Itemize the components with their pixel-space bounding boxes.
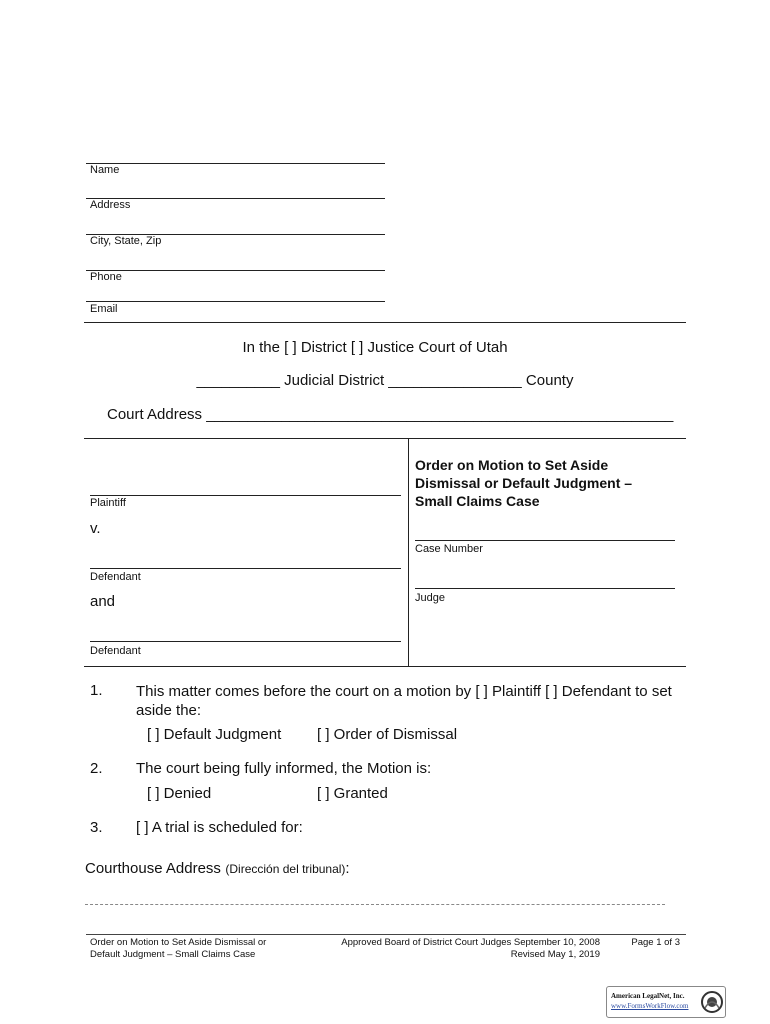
phone-label: Phone: [90, 271, 122, 283]
name-line[interactable]: [86, 163, 385, 164]
document-title: Order on Motion to Set Aside Dismissal or Default Judgment – Small Claims Case: [415, 457, 633, 509]
item-1-number: 1.: [90, 682, 103, 699]
caption-divider: [408, 438, 409, 666]
and-text: and: [90, 593, 116, 610]
defendant2-line[interactable]: [90, 641, 401, 642]
plaintiff-line[interactable]: [90, 495, 401, 496]
denied-option[interactable]: [ ] Denied: [147, 785, 212, 802]
defendant1-label: Defendant: [90, 571, 141, 583]
legalnet-logo: [606, 986, 726, 1018]
header-divider: [84, 322, 686, 323]
footer-divider: [86, 934, 686, 935]
judge-label: Judge: [415, 592, 445, 604]
logo-company: American LegalNet, Inc.: [611, 992, 685, 1000]
footer-approved-date: Approved Board of District Court Judges September 10, 2008: [341, 937, 600, 948]
granted-option[interactable]: [ ] Granted: [317, 785, 388, 802]
court-address-line: Court Address ________________________________________________________: [107, 406, 674, 423]
item-1-text: This matter comes before the court on a motion by [ ] Plaintiff [ ] Defendant to set aside the:: [136, 683, 672, 719]
footer-form-title: Order on Motion to Set Aside Dismissal or Default Judgment – Small Claims Case: [90, 937, 267, 960]
phone-line[interactable]: [86, 270, 385, 271]
defendant2-label: Defendant: [90, 645, 141, 657]
district-county-line: __________ Judicial District ________________ County: [196, 372, 574, 389]
courthouse-address-label: [85, 860, 350, 878]
courthouse-address-line[interactable]: [85, 904, 665, 905]
case-number-label: Case Number: [415, 543, 483, 555]
item-2-text: The court being fully informed, the Motion is:: [136, 760, 432, 777]
trial-scheduled-option[interactable]: [ ] A trial is scheduled for:: [136, 819, 303, 836]
judge-line[interactable]: [415, 588, 675, 589]
defendant1-line[interactable]: [90, 568, 401, 569]
order-of-dismissal-option[interactable]: [ ] Order of Dismissal: [317, 726, 458, 743]
footer-revised-date: Revised May 1, 2019: [510, 949, 600, 960]
caption-bottom-border: [84, 666, 686, 667]
email-line[interactable]: [86, 301, 385, 302]
plaintiff-label: Plaintiff: [90, 497, 126, 509]
item-2-number: 2.: [90, 760, 103, 777]
logo-url: www.FormsWorkFlow.com: [611, 1002, 689, 1010]
footer-page-number: Page 1 of 3: [631, 937, 680, 948]
city-label: City, State, Zip: [90, 235, 162, 247]
court-line: In the [ ] District [ ] Justice Court of Utah: [242, 339, 508, 356]
name-label: Name: [90, 164, 120, 176]
courthouse-label-es: (Dirección del tribunal): [225, 862, 346, 876]
versus-text: v.: [90, 520, 101, 537]
address-line[interactable]: [86, 198, 385, 199]
email-label: Email: [90, 303, 118, 315]
courthouse-label-en: Courthouse Address: [85, 860, 221, 877]
item-3-number: 3.: [90, 819, 103, 836]
address-label: Address: [90, 199, 131, 211]
case-number-line[interactable]: [415, 540, 675, 541]
default-judgment-option[interactable]: [ ] Default Judgment: [147, 726, 282, 743]
logo-emblem-icon: [701, 990, 723, 1014]
caption-top-border: [84, 438, 686, 439]
courthouse-colon: :: [345, 860, 350, 877]
